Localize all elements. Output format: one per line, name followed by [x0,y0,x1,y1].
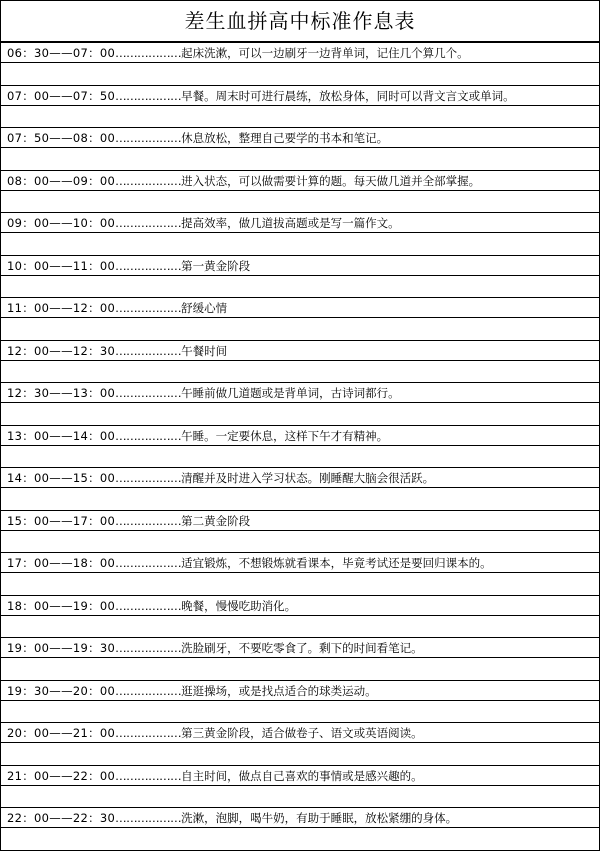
activity-text: 晚餐，慢慢吃助消化。 [181,598,297,613]
activity-text: 洗漱，泡脚，喝牛奶，有助于睡眠，放松紧绷的身体。 [181,811,458,825]
schedule-row [1,171,599,191]
blank-row [1,403,599,426]
activity-text: 提高效率，做几道拔高题或是写一篇作文。 [181,216,400,230]
leader-dots: ……………… [115,301,182,315]
activity-text: 清醒并及时进入学习状态。刚睡醒大脑会很活跃。 [181,471,435,485]
activity-text: 逛逛操场，或是找点适合的球类运动。 [181,683,377,698]
leader-dots: ……………… [115,598,182,613]
leader-dots: ……………… [115,641,182,655]
blank-row [1,233,599,256]
schedule-row [1,638,599,658]
page-title: 差生血拼高中标准作息表 [1,1,599,43]
blank-row [1,658,599,681]
schedule-row [1,596,599,616]
time-range: 12：00——12：30 [7,343,116,358]
blank-row [1,488,599,511]
leader-dots: ……………… [115,131,182,145]
blank-row [1,148,599,171]
time-range: 07：00——07：50 [7,88,116,103]
blank-row [1,616,599,639]
time-range: 13：00——14：00 [7,428,116,443]
activity-text: 第三黄金阶段，适合做卷子、语文或英语阅读。 [181,726,423,740]
leader-dots: ……………… [115,386,182,400]
activity-text: 午餐时间 [181,343,228,358]
activity-text: 舒缓心情 [181,301,228,315]
time-range: 07：50——08：00 [7,131,116,145]
leader-dots: ……………… [115,513,182,528]
leader-dots: ……………… [115,726,182,740]
time-range: 19：00——19：30 [7,641,116,655]
schedule-row [1,766,599,786]
activity-text: 进入状态，可以做需要计算的题。每天做几道并全部掌握。 [181,173,481,188]
schedule-row [1,808,599,828]
activity-text: 午睡。一定要休息，这样下午才有精神。 [181,428,389,443]
time-range: 06：30——07：00 [7,46,116,60]
time-range: 17：00——18：00 [7,556,116,570]
blank-row [1,106,599,129]
schedule-row [1,298,599,318]
blank-row [1,191,599,214]
schedule-rows [1,43,599,851]
leader-dots: ……………… [115,556,182,570]
leader-dots: ……………… [115,216,182,230]
time-range: 12：30——13：00 [7,386,116,400]
schedule-row [1,256,599,276]
schedule-row [1,553,599,573]
time-range: 20：00——21：00 [7,726,116,740]
blank-row [1,531,599,554]
blank-row [1,63,599,86]
schedule-row [1,86,599,106]
activity-text: 起床洗漱，可以一边刷牙一边背单词，记住几个算几个。 [181,46,469,60]
schedule-row [1,511,599,531]
blank-row [1,573,599,596]
blank-row [1,361,599,384]
time-range: 09：00——10：00 [7,216,116,230]
leader-dots: ……………… [115,343,182,358]
time-range: 08：00——09：00 [7,173,116,188]
time-range: 10：00——11：00 [7,258,116,273]
leader-dots: ……………… [115,683,182,698]
schedule-row [1,341,599,361]
activity-text: 适宜锻炼，不想锻炼就看课本，毕竟考试还是要回归课本的。 [181,556,492,570]
schedule-row [1,383,599,403]
activity-text: 午睡前做几道题或是背单词，古诗词都行。 [181,386,400,400]
schedule-row [1,213,599,233]
schedule-row [1,468,599,488]
blank-row [1,701,599,724]
leader-dots: ……………… [115,258,182,273]
blank-row [1,446,599,469]
schedule-row [1,128,599,148]
activity-text: 自主时间，做点自己喜欢的事情或是感兴趣的。 [181,768,423,783]
activity-text: 第一黄金阶段 [181,258,251,273]
blank-row [1,318,599,341]
leader-dots: ……………… [115,811,182,825]
schedule-row [1,426,599,446]
activity-text: 洗脸刷牙，不要吃零食了。剩下的时间看笔记。 [181,641,423,655]
time-range: 18：00——19：00 [7,598,116,613]
activity-text: 第二黄金阶段 [181,513,251,528]
time-range: 11：00——12：00 [7,301,116,315]
leader-dots: ……………… [115,46,182,60]
schedule-row [1,723,599,743]
leader-dots: ……………… [115,428,182,443]
schedule-row [1,681,599,701]
leader-dots: ……………… [115,88,182,103]
activity-text: 早餐。周末时可进行晨练，放松身体，同时可以背文言文或单词。 [181,88,515,103]
leader-dots: ……………… [115,471,182,485]
time-range: 14：00——15：00 [7,471,116,485]
blank-row [1,786,599,809]
schedule-row [1,43,599,63]
activity-text: 休息放松，整理自己要学的书本和笔记。 [181,131,389,145]
leader-dots: ……………… [115,173,182,188]
time-range: 15：00——17：00 [7,513,116,528]
leader-dots: ……………… [115,768,182,783]
time-range: 21：00——22：00 [7,768,116,783]
time-range: 22：00——22：30 [7,811,116,825]
blank-row [1,828,599,851]
blank-row [1,276,599,299]
time-range: 19：30——20：00 [7,683,116,698]
blank-row [1,743,599,766]
